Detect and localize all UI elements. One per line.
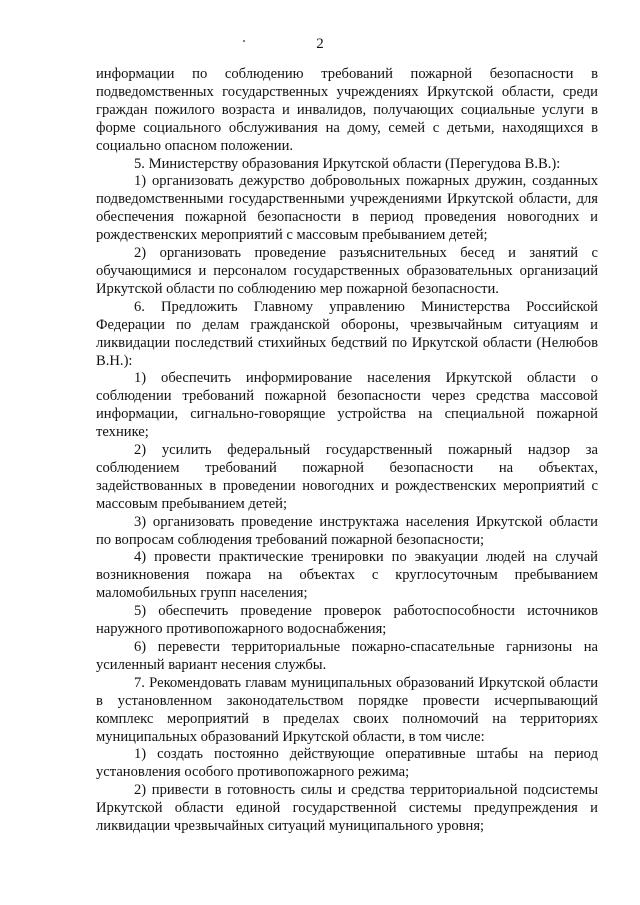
paragraph: 1) создать постоянно действующие оперативные штабы на период установления особого противопожарного режима; xyxy=(96,746,598,781)
scan-speck xyxy=(243,40,245,42)
paragraph: 2) привести в готовность силы и средства территориальной подсистемы Иркутской области единой государственной системы предупреждения и ликвидации чрезвычайных ситуаций муниципального уровня; xyxy=(96,782,598,835)
page-number: 2 xyxy=(316,36,324,52)
paragraph: 3) организовать проведение инструктажа населения Иркутской области по вопросам соблюдения требований пожарной безопасности; xyxy=(96,513,598,548)
paragraph: 5. Министерству образования Иркутской области (Перегудова В.В.): xyxy=(134,155,561,172)
paragraph: 4) провести практические тренировки по эвакуации людей на случай возникновения пожара на объектах с круглосуточным пребыванием маломобильных групп населения; xyxy=(96,549,598,602)
paragraph: информации по соблюдению требований пожарной безопасности в подведомственных государственных учреждениях Иркутской области, среди граждан пожилого возраста и инвалидов, получающих социальные услуги в форме социального обслуживания на дому, семей с детьми, находящихся в социально опасном положении. xyxy=(96,66,598,154)
paragraph: 5) обеспечить проведение проверок работоспособности источников наружного противопожарного водоснабжения; xyxy=(96,603,598,638)
paragraph: 2) усилить федеральный государственный пожарный надзор за соблюдением требований пожарной безопасности на объектах, задействованных в проведении новогодних и рождественских мероприятий с массовым пребыванием детей; xyxy=(96,442,598,512)
paragraph: 2) организовать проведение разъяснительных бесед и занятий с обучающимися и персоналом государственных образовательных организаций Иркутской области по соблюдению мер пожарной безопасности. xyxy=(96,245,598,297)
paragraph: 1) организовать дежурство добровольных пожарных дружин, созданных подведомственными государственными учреждениями Иркутской области, для обеспечения пожарной безопасности в период проведения новогодних и рождественских мероприятий с массовым пребыванием детей; xyxy=(96,173,598,244)
paragraph: 7. Рекомендовать главам муниципальных образований Иркутской области в установленном законодательством порядке провести исчерпывающий комплекс мероприятий в пределах своих полномочий на территориях муниципальных образований Иркутской области, в том числе: xyxy=(96,674,598,745)
document-body xyxy=(96,66,598,836)
paragraph: 6. Предложить Главному управлению Министерства Российской Федерации по делам гражданской обороны, чрезвычайным ситуациям и ликвидации последствий стихийных бедствий по Иркутской области (Нелюбов В.Н.): xyxy=(96,298,598,369)
paragraph: 6) перевести территориальные пожарно-спасательные гарнизоны на усиленный вариант несения службы. xyxy=(96,639,598,673)
paragraph: 1) обеспечить информирование населения Иркутской области о соблюдении требований пожарной безопасности через средства массовой информации, сигнально-говорящие устройства на специальной пожарной технике; xyxy=(96,370,598,441)
